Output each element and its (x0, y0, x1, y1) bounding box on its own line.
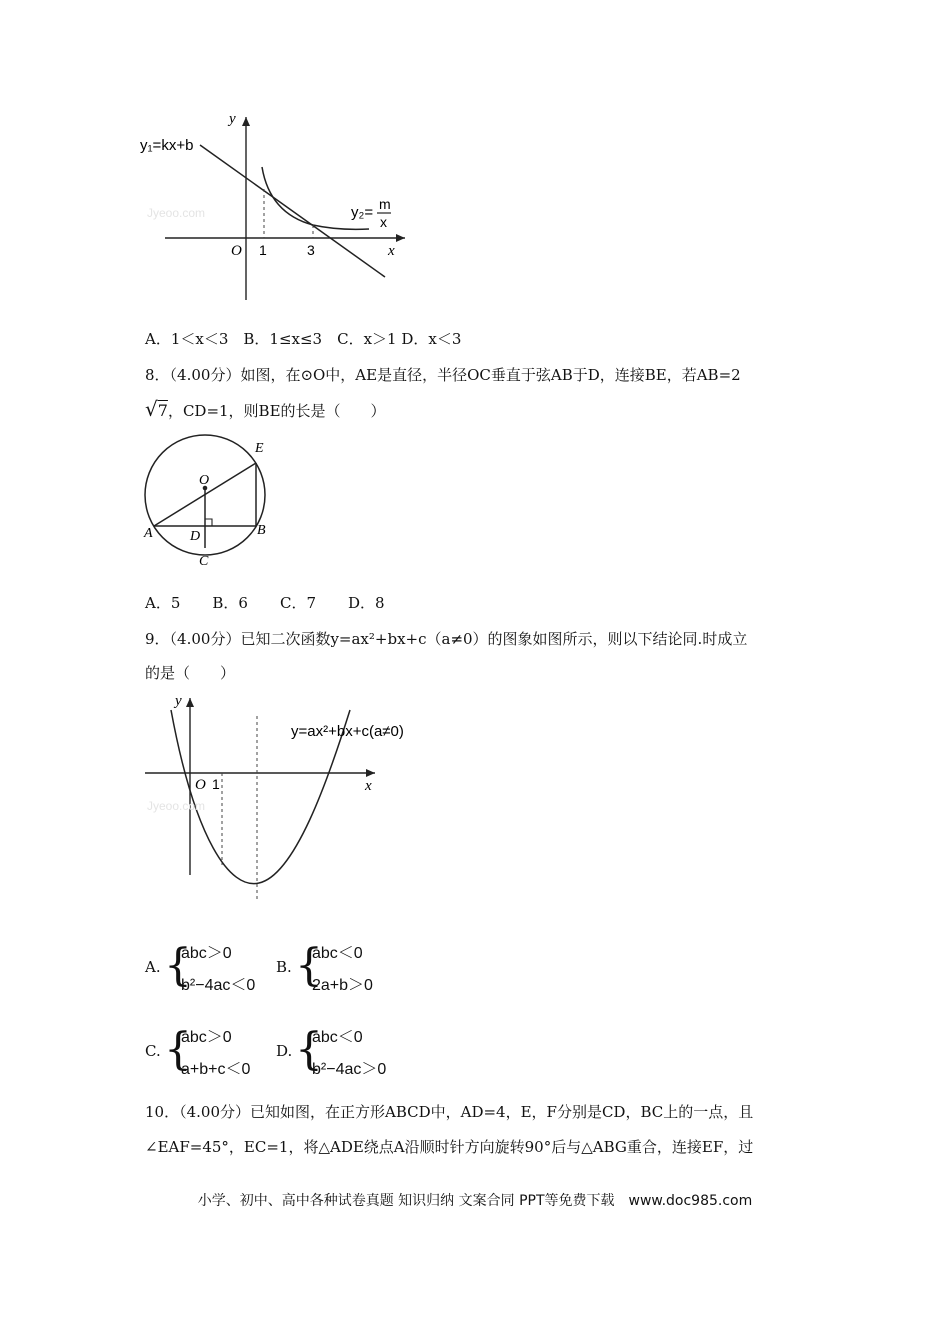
left-brace: { (164, 940, 192, 991)
q9-option-c-letter: C. (145, 1042, 161, 1060)
q8-choice-a: A．5 (145, 594, 181, 612)
q9-option-d-line2: b²−4ac＞0 (312, 1061, 387, 1078)
q10-question-line1: 10．（4.00分）已知如图，在正方形ABCD中，AD=4，E，F分别是CD，BC上的一点，且 (145, 1103, 754, 1121)
figure-parabola (135, 690, 425, 912)
q8-choice-c: C．7 (279, 594, 316, 612)
x-axis-arrow (366, 769, 375, 777)
line-y1-label: y₁=kx+b (140, 137, 194, 154)
watermark: Jyeoo.com (147, 799, 206, 813)
q8-line2-text: ，CD=1，则BE的长是（ ） (167, 402, 386, 420)
q9-option-d-line1: abc＜0 (312, 1029, 363, 1046)
curve-y2-label: y₂= (351, 204, 374, 221)
left-brace: { (295, 1024, 323, 1075)
q9-option-b-line2: 2a+b＞0 (312, 977, 373, 994)
figure-line-hyperbola (135, 105, 425, 310)
q8-question-line1: 8．（4.00分）如图，在⊙O中，AE是直径，半径OC垂直于弦AB于D，连接BE，若AB=2 (145, 366, 741, 384)
q8-choice-d: D．8 (348, 594, 385, 612)
page-footer: 小学、初中、高中各种试卷真题 知识归纳 文案合同 PPT等免费下载 www.doc985.com (197, 1193, 753, 1209)
label-b: B (257, 523, 266, 538)
q9-option-c-line2: a+b+c＜0 (181, 1061, 251, 1078)
x-axis-label: x (388, 243, 395, 259)
watermark: Jyeoo.com (147, 206, 206, 220)
q8-question-line2 (145, 398, 386, 422)
curve-y2-numerator: m (379, 196, 391, 212)
y-axis-arrow (242, 117, 250, 126)
sqrt-symbol: √ (145, 397, 158, 421)
tick-3-label: 3 (307, 242, 315, 258)
q9-question-line2: 的是（ ） (145, 664, 236, 682)
figure-circle (135, 430, 285, 575)
origin-label: O (231, 243, 242, 259)
q7-choices: A．1＜x＜3 B．1≤x≤3 C．x＞1 D．x＜3 (145, 330, 462, 348)
q9-option-d-letter: D. (276, 1042, 293, 1060)
sqrt-radicand: 7 (157, 401, 168, 420)
label-d: D (190, 529, 201, 544)
q9-option-a-letter: A. (145, 958, 161, 976)
tick-1-label: 1 (212, 776, 220, 792)
q9-option-b-letter: B. (276, 958, 292, 976)
q9-option-a-line2: b²−4ac＜0 (181, 977, 256, 994)
q9-option-a-line1: abc＞0 (181, 945, 232, 962)
q9-question-line1: 9．（4.00分）已知二次函数y=ax²+bx+c（a≠0）的图象如图所示，则以下结论同.时成立 (145, 630, 748, 648)
y-axis-label: y (229, 111, 236, 127)
left-brace: { (295, 940, 323, 991)
q10-question-line2: ∠EAF=45°，EC=1，将△ADE绕点A沿顺时针方向旋转90°后与△ABG重合，连接EF，过 (145, 1138, 754, 1156)
label-a: A (144, 526, 153, 541)
label-o: O (199, 473, 210, 488)
right-angle-mark (205, 519, 212, 526)
y-axis-label: y (175, 693, 182, 709)
x-axis-label: x (365, 778, 372, 794)
left-brace: { (164, 1024, 192, 1075)
curve-y2-denominator: x (380, 214, 387, 230)
x-axis-arrow (396, 234, 405, 242)
tick-1-label: 1 (259, 242, 267, 258)
q9-option-c-line1: abc＞0 (181, 1029, 232, 1046)
label-c: C (199, 554, 209, 569)
q9-option-b-line1: abc＜0 (312, 945, 363, 962)
label-e: E (255, 441, 264, 456)
q8-choices (145, 592, 385, 614)
q8-choice-b: B．6 (212, 594, 248, 612)
y-axis-arrow (186, 698, 194, 707)
origin-label: O (195, 777, 206, 793)
parabola-label: y=ax²+bx+c(a≠0) (291, 723, 404, 740)
